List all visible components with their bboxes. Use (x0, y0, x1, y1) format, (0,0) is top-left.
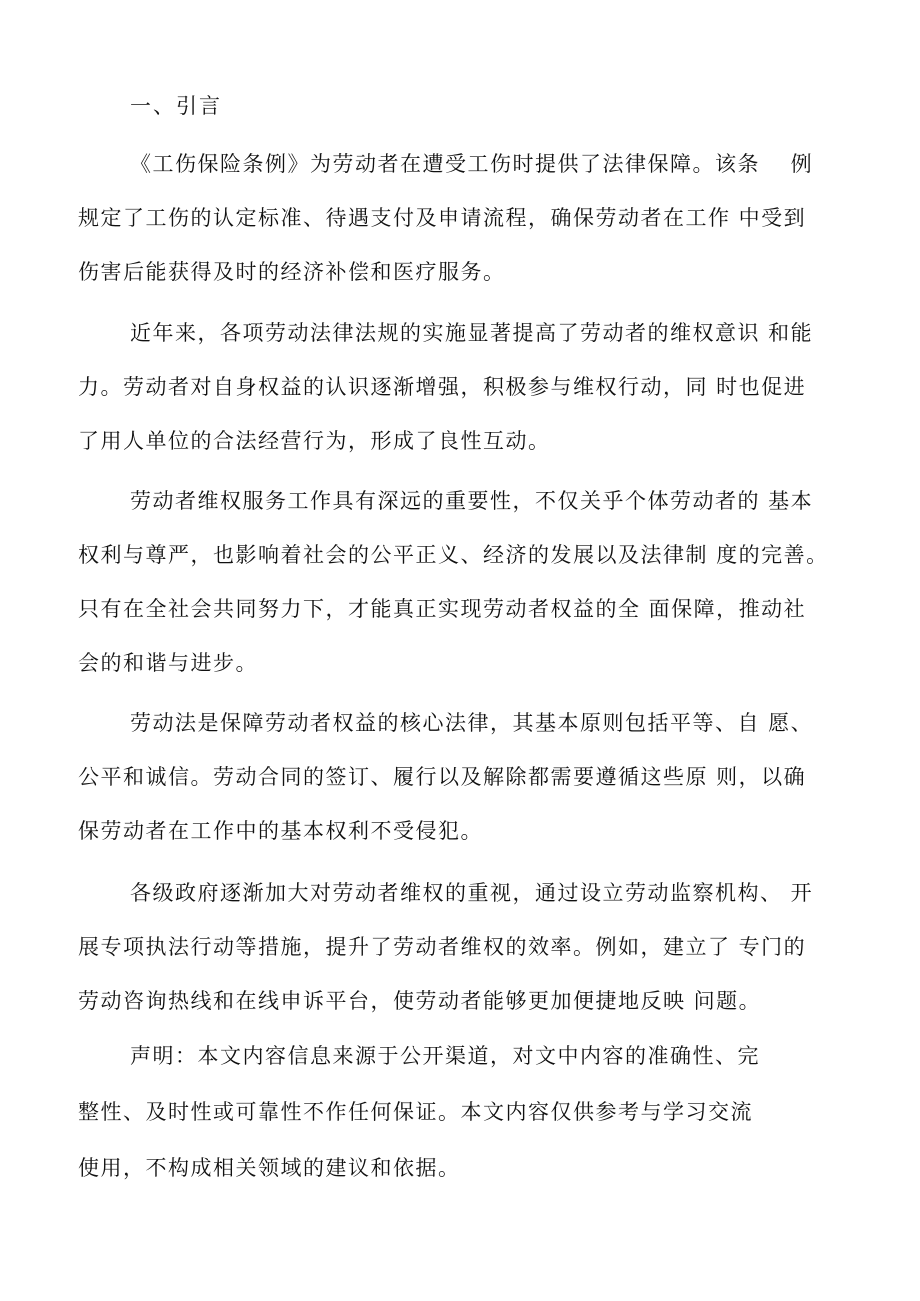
paragraph-line: 近年来，各项劳动法律法规的实施显著提高了劳动者的维权意识 和能 (130, 321, 814, 345)
paragraph-line: 各级政府逐渐加大对劳动者维权的重视，通过设立劳动监察机构、 开 (130, 881, 814, 905)
paragraph-line: 规定了工伤的认定标准、待遇支付及申请流程，确保劳动者在工作 中受到 (78, 206, 807, 230)
paragraph-line: 保劳动者在工作中的基本权利不受侵犯。 (78, 819, 483, 843)
paragraph-line: 伤害后能获得及时的经济补偿和医疗服务。 (78, 260, 506, 284)
paragraph-rights-service-importance (78, 474, 848, 690)
paragraph-line: 只有在全社会共同努力下，才能真正实现劳动者权益的全 面保障，推动社 (78, 597, 807, 621)
paragraph-line: 会的和谐与进步。 (78, 651, 258, 675)
disclaimer-paragraph (78, 1028, 848, 1196)
section-heading: 一、引言 (130, 94, 222, 118)
paragraph-line: 《工伤保险条例》为劳动者在遭受工伤时提供了法律保障。该条 例 (130, 152, 814, 176)
paragraph-line: 劳动咨询热线和在线申诉平台，使劳动者能够更加便捷地反映 问题。 (78, 989, 762, 1013)
paragraph-line: 权利与尊严，也影响着社会的公平正义、经济的发展以及法律制 度的完善。 (78, 543, 829, 567)
paragraph-line: 了用人单位的合法经营行为，形成了良性互动。 (78, 429, 551, 453)
paragraph-line: 整性、及时性或可靠性不作任何保证。本文内容仅供参考与学习交流 (78, 1100, 753, 1124)
paragraph-line: 声明：本文内容信息来源于公开渠道，对文中内容的准确性、完 (130, 1044, 760, 1068)
paragraph-line: 公平和诚信。劳动合同的签订、履行以及解除都需要遵循这些原 则，以确 (78, 765, 807, 789)
paragraph-line: 展专项执法行动等措施，提升了劳动者维权的效率。例如，建立了 专门的 (78, 935, 807, 959)
paragraph-labor-law-principles (78, 696, 848, 858)
paragraph-recent-years (78, 306, 848, 468)
paragraph-work-injury-regulation (78, 137, 848, 299)
paragraph-line: 力。劳动者对自身权益的认识逐渐增强，积极参与维权行动，同 时也促进 (78, 375, 807, 399)
paragraph-line: 使用，不构成相关领域的建议和依据。 (78, 1156, 461, 1180)
paragraph-line: 劳动者维权服务工作具有深远的重要性，不仅关乎个体劳动者的 基本 (130, 489, 814, 513)
paragraph-line: 劳动法是保障劳动者权益的核心法律，其基本原则包括平等、自 愿、 (130, 711, 814, 735)
paragraph-government-measures (78, 866, 848, 1028)
